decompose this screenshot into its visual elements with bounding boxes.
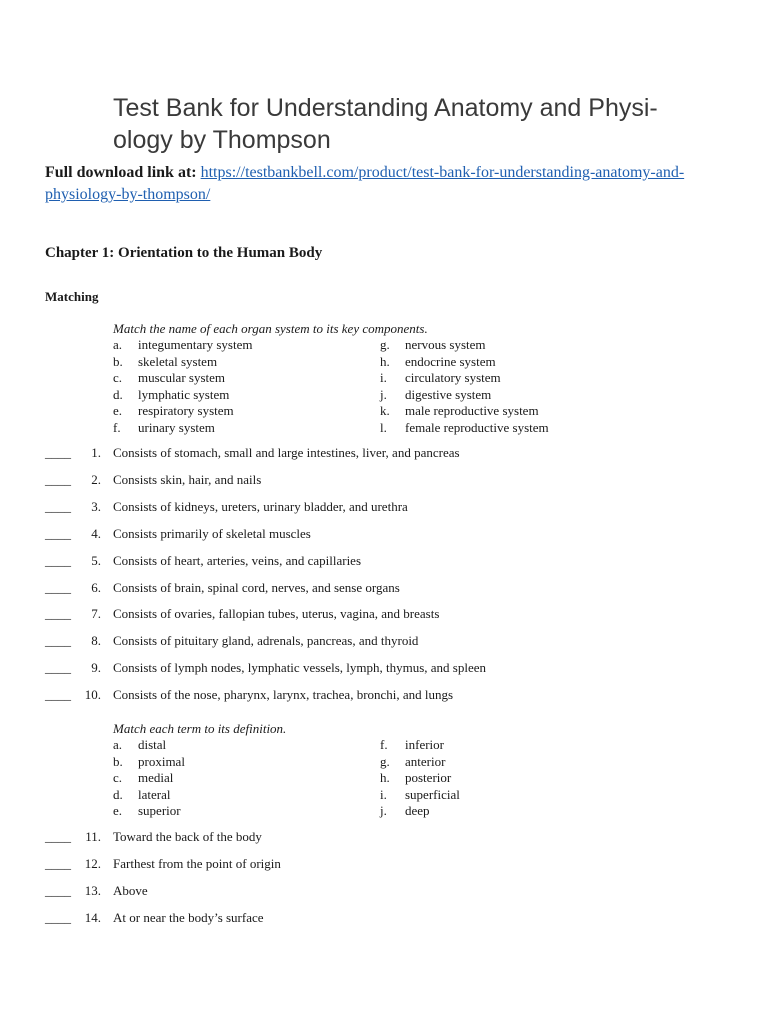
option-item [380, 403, 549, 420]
question-text: Consists of ovaries, fallopian tubes, uterus, vagina, and breasts [113, 606, 440, 622]
option-item [380, 370, 549, 387]
option-item [113, 403, 252, 420]
option-text: distal [138, 737, 167, 752]
option-letter: b. [113, 753, 123, 769]
option-text: urinary system [138, 419, 215, 435]
question-text: Consists of the nose, pharynx, larynx, trachea, bronchi, and lungs [113, 687, 454, 703]
option-item [380, 803, 460, 820]
question-number: 12. [84, 856, 101, 871]
download-line [45, 162, 735, 206]
group1-options-right [380, 337, 549, 436]
chapter-heading: Chapter 1: Orientation to the Human Body [45, 245, 323, 261]
option-item [380, 337, 549, 354]
question-text: Consists of brain, spinal cord, nerves, and sense organs [113, 579, 400, 595]
option-letter: j. [380, 803, 387, 818]
question-number: 14. [84, 910, 101, 925]
option-item [380, 770, 460, 787]
option-text: proximal [138, 753, 185, 769]
question-number: 6. [91, 579, 101, 595]
option-letter: i. [380, 786, 387, 802]
option-letter: g. [380, 337, 390, 352]
option-letter: b. [113, 353, 123, 369]
option-text: anterior [405, 753, 446, 769]
option-text: deep [405, 803, 430, 818]
option-text: integumentary system [138, 337, 253, 352]
option-item [380, 787, 460, 804]
option-text: superficial [405, 786, 460, 802]
answer-blank[interactable]: ____ [45, 552, 71, 568]
section-heading: Matching [45, 289, 99, 304]
option-letter: f. [380, 737, 388, 752]
option-letter: l. [380, 419, 387, 435]
question-number: 8. [91, 633, 101, 649]
group1-options [113, 337, 573, 437]
option-letter: k. [380, 403, 390, 418]
question-number: 9. [91, 660, 101, 676]
group2-options [113, 737, 573, 822]
option-text: endocrine system [405, 353, 496, 369]
answer-blank[interactable]: ____ [45, 471, 71, 487]
option-letter: i. [380, 370, 387, 385]
answer-blank[interactable]: ____ [45, 660, 71, 676]
option-letter: a. [113, 337, 123, 352]
question-number: 2. [91, 471, 101, 487]
option-text: muscular system [138, 370, 226, 385]
option-letter: g. [380, 753, 390, 769]
option-letter: a. [113, 737, 123, 752]
option-text: inferior [405, 737, 444, 752]
option-letter: f. [113, 419, 121, 435]
option-text: lateral [138, 786, 171, 802]
option-item [113, 420, 252, 437]
answer-blank[interactable]: ____ [45, 883, 71, 898]
question-text: Consists primarily of skeletal muscles [113, 525, 311, 541]
option-item [380, 354, 549, 371]
option-letter: j. [380, 386, 387, 402]
option-letter: e. [113, 403, 123, 418]
option-text: respiratory system [138, 403, 234, 418]
option-item [380, 754, 460, 771]
answer-blank[interactable]: ____ [45, 445, 71, 460]
question-number: 3. [91, 498, 101, 514]
question-text: Consists skin, hair, and nails [113, 471, 262, 487]
group2-instruction: Match each term to its definition. [113, 721, 287, 736]
answer-blank[interactable]: ____ [45, 829, 71, 844]
question-text: Consists of stomach, small and large intestines, liver, and pancreas [113, 445, 460, 460]
answer-blank[interactable]: ____ [45, 579, 71, 595]
question-text: At or near the body’s surface [113, 910, 264, 925]
option-letter: d. [113, 386, 123, 402]
download-link[interactable]: https://testbankbell.com/product/test-bank-for-understanding-anatomy-and-physiology-by-thompson/ [45, 164, 685, 203]
answer-blank[interactable]: ____ [45, 525, 71, 541]
question-number: 7. [91, 606, 101, 622]
group2-options-left [113, 737, 185, 820]
question-text: Consists of lymph nodes, lymphatic vessels, lymph, thymus, and spleen [113, 660, 487, 676]
option-letter: c. [113, 770, 123, 785]
option-text: lymphatic system [138, 386, 230, 402]
option-item [113, 337, 252, 354]
option-text: male reproductive system [405, 403, 539, 418]
download-label: Full download link at: [45, 164, 197, 181]
option-item [113, 803, 185, 820]
option-letter: c. [113, 370, 123, 385]
option-text: skeletal system [138, 353, 218, 369]
question-number: 13. [84, 883, 101, 898]
option-letter: h. [380, 770, 390, 785]
option-item [380, 387, 549, 404]
option-text: nervous system [405, 337, 486, 352]
answer-blank[interactable]: ____ [45, 687, 71, 703]
option-item [113, 770, 185, 787]
answer-blank[interactable]: ____ [45, 606, 71, 622]
option-text: circulatory system [405, 370, 501, 385]
option-text: medial [138, 770, 174, 785]
option-letter: d. [113, 786, 123, 802]
answer-blank[interactable]: ____ [45, 498, 71, 514]
question-number: 11. [85, 829, 101, 844]
answer-blank[interactable]: ____ [45, 910, 71, 925]
option-letter: e. [113, 803, 123, 818]
option-text: superior [138, 803, 181, 818]
option-item [113, 354, 252, 371]
option-text: digestive system [405, 386, 492, 402]
answer-blank[interactable]: ____ [45, 856, 71, 871]
option-item [380, 737, 460, 754]
option-item [113, 737, 185, 754]
group2-options-right [380, 737, 460, 820]
option-text: female reproductive system [405, 419, 549, 435]
option-item [113, 787, 185, 804]
question-text: Consists of pituitary gland, adrenals, pancreas, and thyroid [113, 633, 419, 649]
option-item [113, 387, 252, 404]
option-letter: h. [380, 353, 390, 369]
option-text: posterior [405, 770, 452, 785]
question-text: Consists of heart, arteries, veins, and capillaries [113, 552, 362, 568]
question-number: 1. [91, 445, 101, 460]
question-number: 4. [91, 525, 101, 541]
option-item [113, 754, 185, 771]
document-title-text: Test Bank for Understanding Anatomy and Physi- ology by Thompson [113, 94, 658, 154]
question-text: Above [113, 883, 148, 898]
group1-options-left [113, 337, 252, 436]
question-number: 10. [84, 687, 101, 703]
group1-instruction: Match the name of each organ system to its key components. [113, 321, 428, 336]
option-item [113, 370, 252, 387]
question-number: 5. [91, 552, 101, 568]
document-title [113, 92, 738, 156]
question-text: Toward the back of the body [113, 829, 262, 844]
question-text: Consists of kidneys, ureters, urinary bladder, and urethra [113, 498, 408, 514]
question-text: Farthest from the point of origin [113, 856, 281, 871]
option-item [380, 420, 549, 437]
answer-blank[interactable]: ____ [45, 633, 71, 649]
